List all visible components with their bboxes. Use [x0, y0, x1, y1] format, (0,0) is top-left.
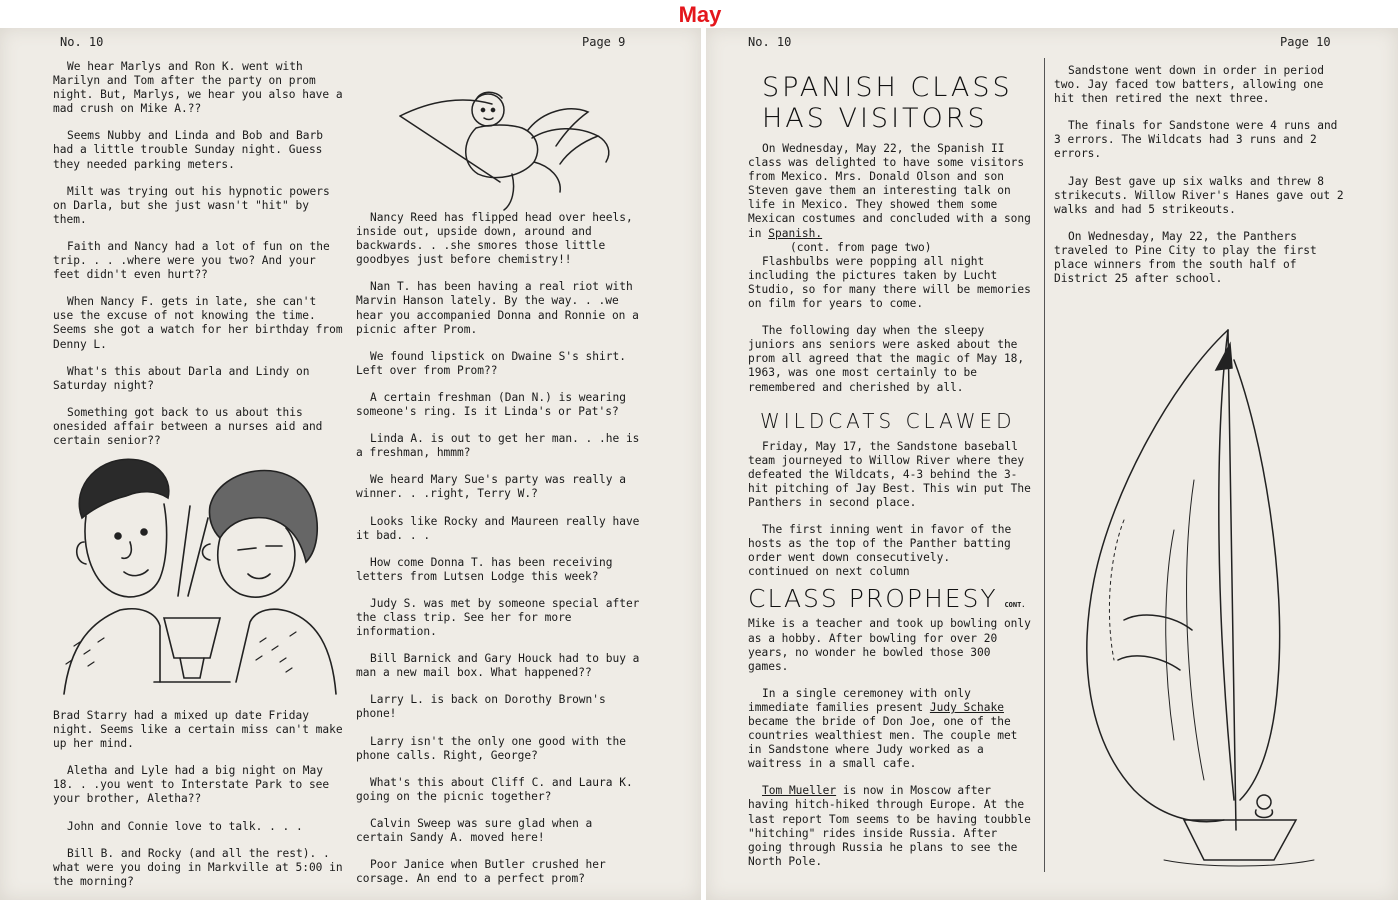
gossip-item: How come Donna T. has been receiving letters from Lutsen Lodge this week? [356, 555, 613, 583]
gossip-item: Bill B. and Rocky (and all the rest). . what were you doing in Markville at 5:00 in the morning? [53, 846, 343, 888]
gossip-item: Calvin Sweep was sure glad when a certain Sandy A. moved here! [356, 816, 593, 844]
baseball-paragraph: Sandstone went down in order in period two. Jay faced tow batters, allowing one hit then retired the next three. [1054, 64, 1324, 106]
left-column-1-bottom [53, 709, 343, 902]
baseball-paragraph: Jay Best gave up six walks and threw 8 strikecuts. Willow River's Hanes gave out 2 walks and had 5 strikeouts. [1054, 174, 1344, 216]
gossip-item: Faith and Nancy had a lot of fun on the trip. . . .where were you two? And your feet didn't even hurt?? [53, 239, 330, 282]
prophesy-headline: CLASS PROPHESY CONT. [748, 584, 1026, 614]
wildcats-headline: WILDCATS CLAWED [760, 408, 1016, 433]
spanish-headline-line-1: SPANISH CLASS [762, 72, 1013, 103]
month-label: May [678, 2, 722, 27]
gossip-item: What's this about Darla and Lindy on Saturday night? [53, 364, 310, 392]
prom-article-paragraph: Flashbulbs were popping all night including the pictures taken by Lucht Studio, so for many there will be memories on film for years to come. [748, 254, 1031, 311]
wildcats-article-paragraph: Friday, May 17, the Sandstone baseball team journeyed to Willow River where they defeated the Wildcats, 4-3 behind the 3-hit pitching of Jay Best. This win put The Panthers in second place. [748, 439, 1031, 509]
gossip-item: We found lipstick on Dwaine S's shirt. Left over from Prom?? [356, 349, 626, 377]
baseball-paragraph: On Wednesday, May 22, the Panthers traveled to Pine City to play the first place winners from the south half of District 25 after school. [1054, 229, 1317, 286]
gossip-item: John and Connie love to talk. . . . [67, 819, 303, 833]
left-page-number: Page 9 [582, 35, 626, 49]
gossip-item: When Nancy F. gets in late, she can't use the excuse of not knowing the time. Seems she got a watch for her birthday from Denny L. [53, 295, 343, 351]
right-column-1 [748, 72, 1036, 882]
gossip-item: Seems Nubby and Linda and Bob and Barb had a little trouble Sunday night. Guess they needed parking meters. [53, 129, 323, 171]
gossip-item: Brad Starry had a mixed up date Friday night. Seems like a certain miss can't make up her mind. [53, 709, 343, 751]
right-page [706, 28, 1398, 900]
column-divider [1044, 58, 1045, 872]
gossip-item: A certain freshman (Dan N.) is wearing someone's ring. Is it Linda's or Pat's? [356, 390, 626, 419]
prophesy-paragraph: In a single ceremoney with only immediate families present Judy Schake became the bride of Don Joe, one of the countries wealthiest men. The couple met in Sandstone where Judy worked as a waitress in a small cafe. [748, 686, 1018, 771]
prophesy-paragraph: Tom Mueller is now in Moscow after having hitch-hiked through Europe. At the last report Tom seems to be having toubble "hitching" rides inside Russia. After going through Russia he plans to see the North Pole. [748, 784, 1031, 868]
gossip-item: Larry isn't the only one good with the phone calls. Right, George? [356, 734, 626, 762]
gossip-item: Linda A. is out to get her man. . .he is a freshman, hmmm? [356, 432, 640, 460]
wildcats-article-paragraph: The first inning went in favor of the hosts as the top of the Panther batting order went down consecutively. [748, 523, 1012, 565]
gossip-item: Nancy Reed has flipped head over heels, inside out, upside down, around and backwards. . .she smores those little goodbyes just before chemistry!! [356, 211, 633, 267]
couple-sharing-soda-illustration [60, 446, 340, 698]
continued-note: continued on next column [748, 565, 910, 579]
prophesy-paragraph: Mike is a teacher and took up bowling only as a hobby. After bowling for over 20 years, no wonder he bowled those 300 games. [748, 617, 1031, 673]
gossip-item: Looks like Rocky and Maureen really have it bad. . . [356, 514, 640, 542]
gossip-item: Something got back to us about this onesided affair between a nurses aid and certain senior?? [53, 405, 323, 447]
gossip-item: We heard Mary Sue's party was really a winner. . .right, Terry W.? [356, 473, 626, 501]
left-column-1-top [53, 60, 343, 461]
left-column-2 [356, 211, 641, 899]
gossip-item: We hear Marlys and Ron K. went with Marilyn and Tom after the party on prom night. But, Marlys, we hear you also have a mad crush on Mike A.?? [53, 60, 343, 116]
cont-from-note: (cont. from page two) [790, 240, 932, 254]
left-issue-number: No. 10 [60, 35, 104, 49]
right-column-2 [1054, 64, 1346, 299]
prom-article-paragraph: The following day when the sleepy juniors ans seniors were asked about the prom all agreed that the magic of May 18, 1963, was one most certainly to be remembered and cherished by all. [748, 324, 1025, 394]
left-page [0, 28, 701, 900]
gossip-item: Judy S. was met by someone special after the class trip. See her for more information. [356, 596, 640, 639]
gossip-item: Milt was trying out his hypnotic powers on Darla, but she just wasn't "hit" by them. [53, 184, 330, 226]
baseball-paragraph: The finals for Sandstone were 4 runs and 3 errors. The Wildcats had 3 runs and 2 errors. [1054, 119, 1338, 161]
gossip-item: Nan T. has been having a real riot with Marvin Hanson lately. By the way. . .we hear you accompanied Donna and Ronnie on a picnic after Prom. [356, 280, 639, 336]
spanish-headline-line-2: HAS VISITORS [762, 103, 988, 134]
gossip-item: What's this about Cliff C. and Laura K. going on the picnic together? [356, 775, 633, 803]
gossip-item: Bill Barnick and Gary Houck had to buy a man a new mail box. What happened?? [356, 652, 640, 680]
right-issue-number: No. 10 [748, 35, 792, 49]
gossip-item: Aletha and Lyle had a big night on May 18. . .you went to Interstate Park to see your brother, Aletha?? [53, 764, 330, 806]
spanish-article-body: On Wednesday, May 22, the Spanish II class was delighted to have some visitors from Mexico. Mrs. Donald Olson and son Steven gave them an interesting talk on life in Mexico. They showed them some Mexican costumes and concluded with a song in Spanish. [748, 142, 1031, 240]
right-page-number: Page 10 [1280, 35, 1331, 49]
gossip-item: Larry L. is back on Dorothy Brown's phone! [356, 693, 606, 721]
gossip-item: Poor Janice when Butler crushed her corsage. An end to a perfect prom? [356, 858, 606, 886]
cupid-illustration [392, 82, 624, 214]
sailboat-illustration [1064, 320, 1334, 868]
